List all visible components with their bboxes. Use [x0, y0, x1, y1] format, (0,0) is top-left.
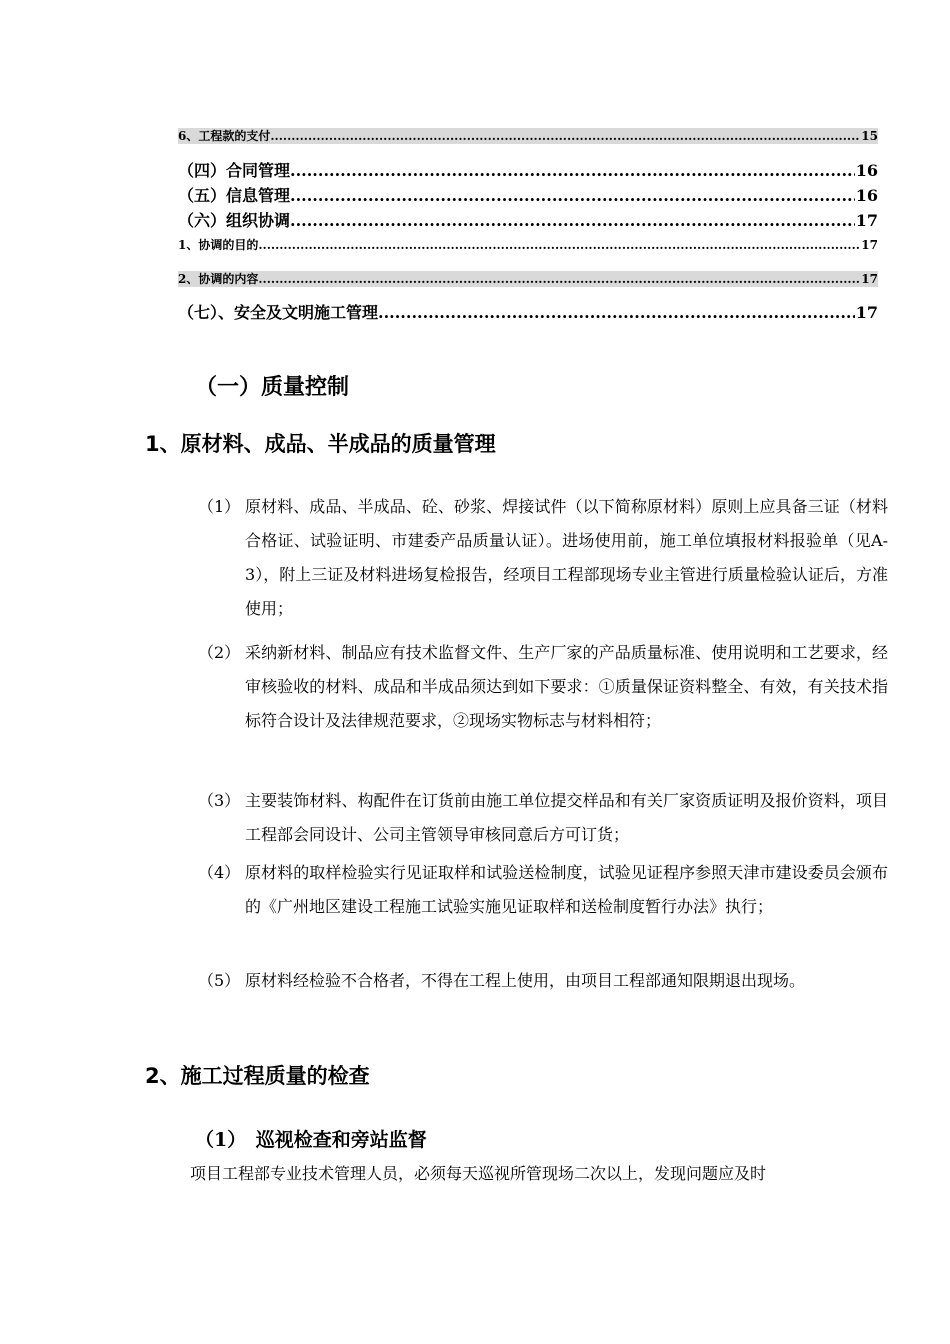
toc-leader-dots: [290, 160, 855, 182]
toc-leader-dots: [270, 128, 860, 144]
list-item-text: 采纳新材料、制品应有技术监督文件、生产厂家的产品质量标准、使用说明和工艺要求，经审核验收的材料、成品和半成品须达到如下要求：①质量保证资料整全、有效，有关技术指标符合设计及法律规范要求，②现场实物标志与材料相符；: [245, 643, 888, 730]
toc-entry-page: 16: [855, 186, 878, 205]
list-item: [198, 784, 888, 852]
toc-entry-title: （五）信息管理: [178, 186, 291, 205]
section-heading: （一）质量控制: [195, 375, 350, 400]
toc-entry-title: 1、协调的目的: [178, 238, 259, 252]
toc-leader-dots: [258, 271, 860, 287]
toc-entry[interactable]: [178, 302, 878, 324]
toc-leader-dots: [378, 302, 855, 324]
list-item: [198, 636, 888, 738]
toc-leader-dots: [290, 210, 855, 232]
body-paragraph: 项目工程部专业技术管理人员，必须每天巡视所管现场二次以上，发现问题应及时: [190, 1164, 767, 1183]
toc-entry[interactable]: [178, 160, 878, 182]
toc-leader-dots: [290, 185, 855, 207]
subsection-heading: 1、原材料、成品、半成品的质量管理: [145, 432, 496, 456]
list-item: [198, 490, 888, 626]
toc-entry[interactable]: [178, 128, 878, 144]
list-item-number: （4）: [198, 863, 241, 882]
list-item-number: （1）: [198, 497, 241, 516]
toc-entry-title: （四）合同管理: [178, 161, 291, 180]
list-item-number: （2）: [198, 643, 241, 662]
list-item-text: 原材料、成品、半成品、砼、砂浆、焊接试件（以下简称原材料）原则上应具备三证（材料合格证、试验证明、市建委产品质量认证）。进场使用前，施工单位填报材料报验单（见A-3），附上三证及材料进场复检报告，经项目工程部现场专业主管进行质量检验认证后，方准使用；: [245, 497, 888, 618]
toc-entry-title: 2、协调的内容: [178, 272, 259, 286]
toc-entry[interactable]: [178, 271, 878, 287]
toc-entry-page: 17: [855, 303, 878, 322]
sub-subsection-heading: （1） 巡视检查和旁站监督: [195, 1129, 427, 1151]
toc-entry-title: 6、工程款的支付: [178, 129, 271, 143]
list-item-text: 原材料的取样检验实行见证取样和试验送检制度，试验见证程序参照天津市建设委员会颁布的《广州地区建设工程施工试验实施见证取样和送检制度暂行办法》执行；: [245, 863, 888, 916]
toc-entry[interactable]: [178, 237, 878, 253]
toc-entry-page: 17: [861, 272, 878, 286]
list-item: [198, 856, 888, 924]
subsection-heading: 2、施工过程质量的检查: [145, 1064, 370, 1088]
toc-entry-page: 15: [861, 129, 878, 143]
list-item-text: 原材料经检验不合格者，不得在工程上使用，由项目工程部通知限期退出现场。: [245, 971, 806, 990]
toc-entry-title: （六）组织协调: [178, 211, 291, 230]
toc-entry-page: 17: [855, 211, 878, 230]
toc-entry-title: （七）、安全及文明施工管理: [178, 303, 379, 322]
list-item-number: （3）: [198, 791, 241, 810]
list-item-number: （5）: [198, 971, 241, 990]
toc-entry-page: 17: [861, 238, 878, 252]
list-item: [198, 964, 888, 998]
toc-entry-page: 16: [855, 161, 878, 180]
toc-entry[interactable]: [178, 210, 878, 232]
toc-leader-dots: [258, 237, 860, 253]
list-item-text: 主要装饰材料、构配件在订货前由施工单位提交样品和有关厂家资质证明及报价资料，项目工程部会同设计、公司主管领导审核同意后方可订货；: [245, 791, 888, 844]
toc-entry[interactable]: [178, 185, 878, 207]
